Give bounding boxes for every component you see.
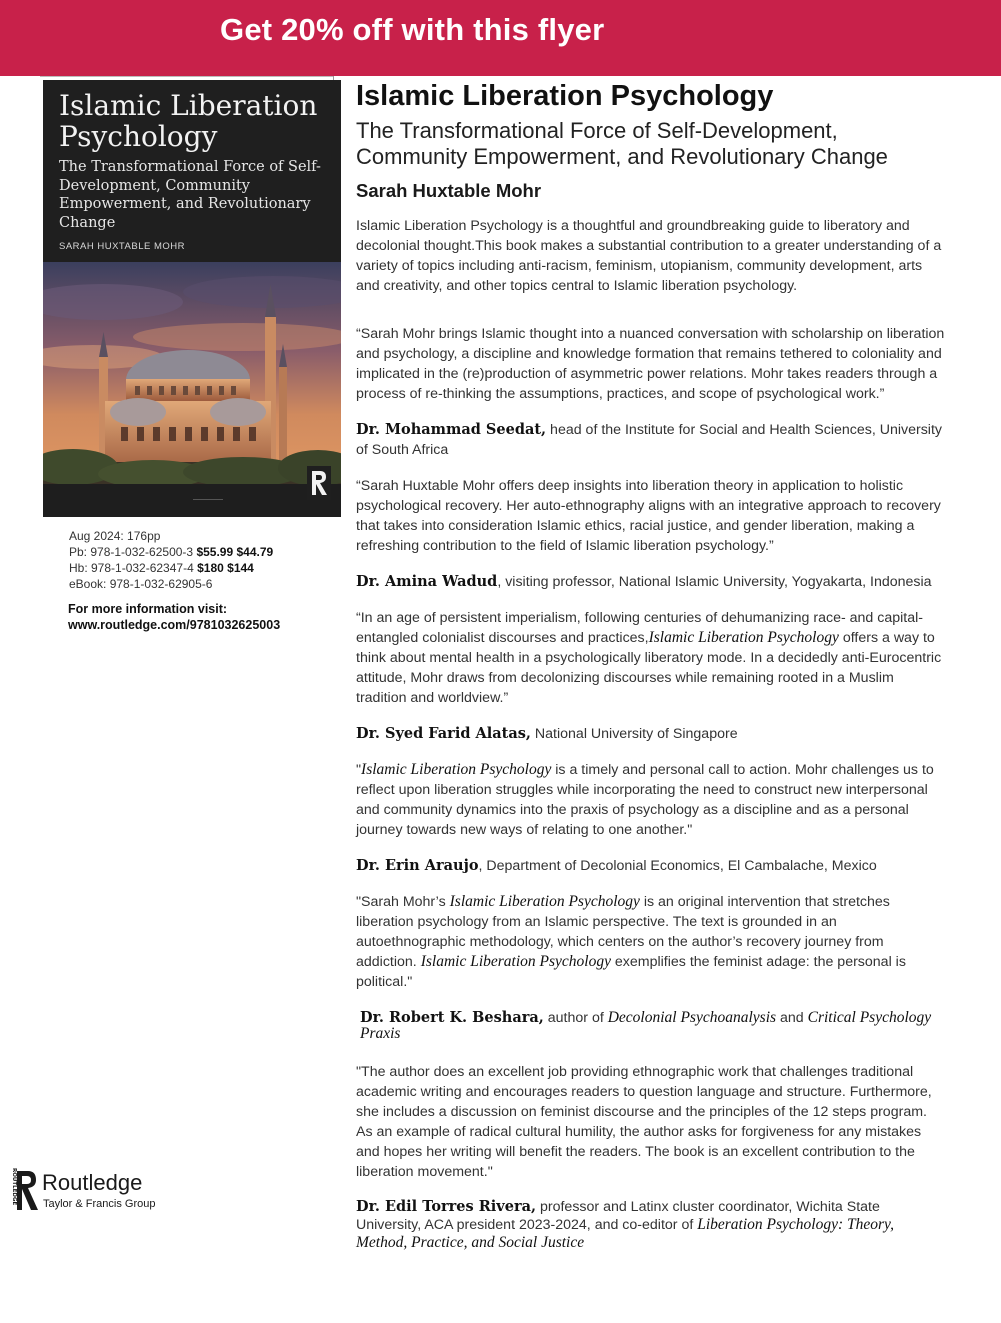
reviewer-affiliation: , Department of Decolonial Economics, El Cambalache, Mexico <box>478 858 877 874</box>
quote-book-title: Islamic Liberation Psychology <box>648 629 839 646</box>
review-quote <box>356 760 946 840</box>
reviewer-name: Dr. Erin Araujo <box>356 857 479 874</box>
review-attribution <box>356 1198 946 1252</box>
paperback-isbn: Pb: 978-1-032-62500-3 <box>69 545 194 559</box>
product-details <box>69 528 273 592</box>
paperback-line <box>69 544 273 560</box>
reviewer-name: Dr. Amina Wadud <box>356 573 498 590</box>
routledge-name: Routledge <box>42 1170 143 1195</box>
cover-subtitle: The Transformational Force of Self-Development, Community Empowerment, and Revolutionary Change <box>59 159 321 231</box>
cover-author: SARAH HUXTABLE MOHR <box>59 241 185 252</box>
review-quote <box>356 608 946 708</box>
review-quote: “Sarah Mohr brings Islamic thought into a nuanced conversation with scholarship on liberation and psychology, a discipline and knowledge formation that remains tethered to coloniality and implicated in the (re)production of asymmetric power relations. Mohr takes readers through a process of re-thinking the assumptions, practices, and scope of psychological work.” <box>356 326 945 402</box>
cover-mosque-illustration <box>43 262 341 517</box>
publication-info: Aug 2024: 176pp <box>69 529 161 543</box>
promo-banner-text: Get 20% off with this flyer <box>220 12 605 47</box>
quote-text: " <box>356 762 362 778</box>
review-attribution <box>356 420 946 460</box>
reviewer-affiliation: professor and Latinx cluster coordinator, Wichita State University, ACA president 2023-2024, and co-editor of <box>356 1199 880 1233</box>
more-info <box>68 601 280 633</box>
routledge-r-icon <box>307 466 331 500</box>
quote-text: offers a way to think about mental health in a psychologically liberatory mode. In a decidedly anti-Eurocentric attitude, Mohr draws from decolonizing discourses while remaining rooted in a Muslim tradition and worldview.” <box>356 630 942 706</box>
reviewer-affiliation: author of <box>543 1010 608 1026</box>
review-quote: "The author does an excellent job providing ethnographic work that challenges traditional academic writing and encourages readers to question language and structure. Furthermore, she includes a discussion on feminist discourse and the principles of the 12 steps program. As an example of radical cultural humility, the author asks for forgiveness for any mistakes and hopes her writing will benefit the readers. The book is an excellent contribution to the liberation movement." <box>356 1064 932 1180</box>
reviewer-affiliation: and <box>776 1010 808 1026</box>
reviewer-name: Dr. Syed Farid Alatas, <box>356 725 531 742</box>
cover-title: Islamic Liberation Psychology <box>59 89 318 153</box>
quote-text: “In an age of persistent imperialism, following centuries of dehumanizing race- and capital-entangled colonialist discourses and practices, <box>356 610 924 646</box>
book-cover <box>43 80 341 517</box>
reviewer-book-title: Liberation Psychology: Theory, Method, Practice, and Social Justice <box>356 1216 894 1251</box>
more-info-label: For more information visit: <box>68 602 228 616</box>
frame-line <box>40 76 334 77</box>
reviewer-book-title: Critical Psychology Praxis <box>360 1009 932 1042</box>
hardback-isbn: Hb: 978-1-032-62347-4 <box>69 561 194 575</box>
hardback-price: $180 $144 <box>197 561 254 575</box>
reviewer-name: Dr. Edil Torres Rivera, <box>356 1198 537 1215</box>
quote-text: exemplifies the feminist adage: the personal is political." <box>356 954 906 990</box>
review-attribution <box>356 572 946 592</box>
book-author: Sarah Huxtable Mohr <box>356 180 542 201</box>
paperback-price: $55.99 $44.79 <box>196 545 274 559</box>
review-attribution <box>356 1010 946 1042</box>
more-info-url[interactable]: www.routledge.com/9781032625003 <box>68 618 281 632</box>
reviewer-book-title: Decolonial Psychoanalysis <box>607 1009 777 1026</box>
review-quote: “Sarah Huxtable Mohr offers deep insights into liberation theory in application to holistic psychological recovery. Her auto-ethnography aligns with an integrative approach to recovery that takes into consideration Islamic ethics, racial justice, and gender liberation, making a refreshing contribution to the field of Islamic liberation psychology.” <box>356 478 941 554</box>
reviewer-affiliation: National University of Singapore <box>530 726 738 742</box>
quote-text: is an original intervention that stretches liberation psychology from an Islamic perspective. The text is grounded in an autoethnographic methodology, which centers on the author’s recovery journey from addiction. <box>356 894 890 970</box>
quote-text: is a timely and personal call to action. Mohr challenges us to reflect upon liberation struggles while incorporating the need to construct new interpersonal and community dynamics into the praxis of psychology as a discipline and as a personal journey towards new ways of relating to one another." <box>356 762 934 838</box>
routledge-side-text: ROUTLEDGE <box>11 1168 17 1206</box>
reviewer-name: Dr. Mohammad Seedat, <box>356 421 547 438</box>
review-quote <box>356 892 946 992</box>
book-title: Islamic Liberation Psychology <box>356 80 774 112</box>
reviewer-affiliation: , visiting professor, National Islamic University, Yogyakarta, Indonesia <box>497 574 932 590</box>
quote-book-title: Islamic Liberation Psychology <box>361 761 552 778</box>
reviewer-affiliation: head of the Institute for Social and Health Sciences, University of South Africa <box>356 422 942 458</box>
ebook-isbn: eBook: 978-1-032-62905-6 <box>69 577 213 591</box>
routledge-group: Taylor & Francis Group <box>43 1198 156 1210</box>
quote-book-title: Islamic Liberation Psychology <box>420 953 611 970</box>
book-subtitle: The Transformational Force of Self-Development, Community Empowerment, and Revolutionary Change <box>356 118 888 169</box>
quote-book-title: Islamic Liberation Psychology <box>449 893 640 910</box>
review-attribution <box>356 856 946 876</box>
book-details <box>356 80 946 1252</box>
review-attribution <box>356 724 946 744</box>
hardback-line <box>69 560 273 576</box>
book-description: Islamic Liberation Psychology is a thoughtful and groundbreaking guide to liberatory and decolonial thought.This book makes a substantial contribution to a greater understanding of a variety of topics including anti-racism, feminism, utopianism, community development, arts and creativity, and other topics central to Islamic liberation psychology. <box>356 218 942 294</box>
quote-text: "Sarah Mohr’s <box>356 894 450 910</box>
promo-banner <box>0 0 1001 76</box>
reviewer-name: Dr. Robert K. Beshara, <box>360 1009 544 1026</box>
